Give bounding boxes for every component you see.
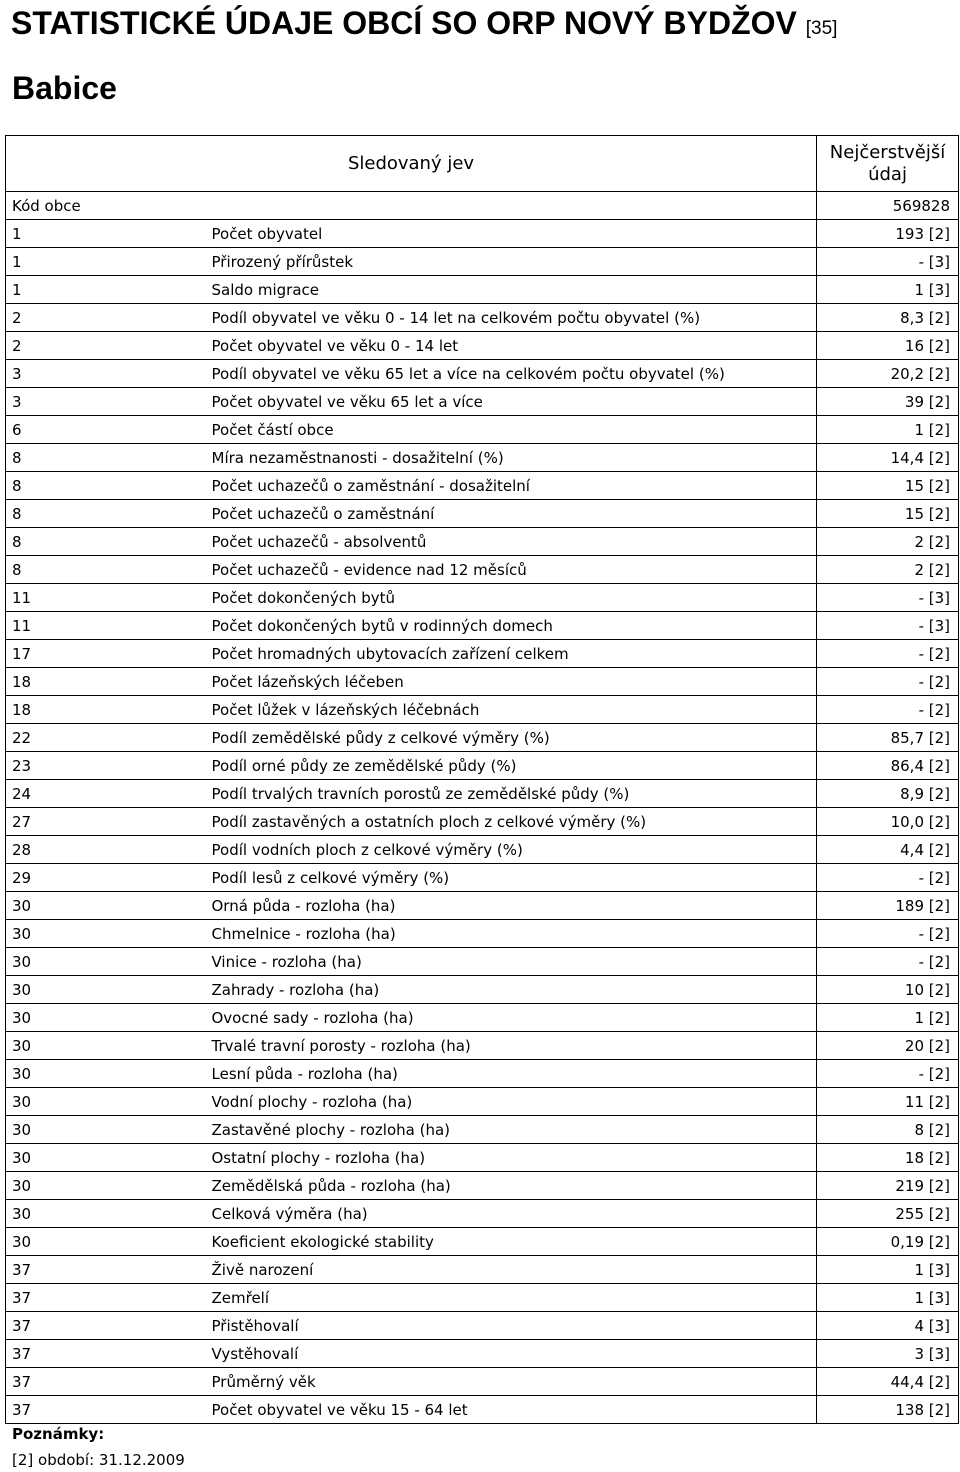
page-title-reference: [35] [805,18,838,39]
row-value: 4 [3] [817,1312,959,1340]
row-code: 6 [6,416,208,444]
table-row [6,1088,959,1116]
row-value: 193 [2] [817,220,959,248]
row-code: 18 [6,668,208,696]
table-row [6,472,959,500]
row-code: 30 [6,1200,208,1228]
row-code: 8 [6,500,208,528]
row-code: 8 [6,472,208,500]
page-title-text: STATISTICKÉ ÚDAJE OBCÍ SO ORP NOVÝ BYDŽOV [11,5,797,41]
table-row [6,640,959,668]
notes-lines [12,1448,185,1472]
row-code: 29 [6,864,208,892]
table-row [6,668,959,696]
row-code: 3 [6,388,208,416]
row-indicator: Vystěhovalí [208,1340,817,1368]
row-value: 18 [2] [817,1144,959,1172]
row-indicator: Zastavěné plochy - rozloha (ha) [208,1116,817,1144]
row-value: 20 [2] [817,1032,959,1060]
row-indicator: Počet obyvatel ve věku 15 - 64 let [208,1396,817,1424]
row-indicator: Počet lázeňských léčeben [208,668,817,696]
row-value: 85,7 [2] [817,724,959,752]
row-value: 10,0 [2] [817,808,959,836]
page-title [11,4,837,48]
row-indicator: Podíl zastavěných a ostatních ploch z celkové výměry (%) [208,808,817,836]
table-row [6,248,959,276]
table-row [6,1200,959,1228]
row-indicator: Počet uchazečů - evidence nad 12 měsíců [208,556,817,584]
row-value: 189 [2] [817,892,959,920]
row-code: 27 [6,808,208,836]
table-row [6,1116,959,1144]
indicator-column-header: Sledovaný jev [6,136,817,192]
table-row [6,444,959,472]
row-indicator: Přistěhovalí [208,1312,817,1340]
row-value: - [2] [817,1060,959,1088]
row-value: 1 [3] [817,1256,959,1284]
row-code: 37 [6,1340,208,1368]
table-row [6,1340,959,1368]
row-indicator: Počet uchazečů o zaměstnání [208,500,817,528]
row-indicator: Podíl zemědělské půdy z celkové výměry (%) [208,724,817,752]
row-value: 11 [2] [817,1088,959,1116]
table-row [6,1396,959,1424]
row-indicator: Ostatní plochy - rozloha (ha) [208,1144,817,1172]
row-indicator: Přirozený přírůstek [208,248,817,276]
table-row [6,1312,959,1340]
row-indicator: Lesní půda - rozloha (ha) [208,1060,817,1088]
table-row [6,220,959,248]
row-indicator: Počet uchazečů - absolventů [208,528,817,556]
table-row [6,1284,959,1312]
row-code: 30 [6,1004,208,1032]
row-indicator: Koeficient ekologické stability [208,1228,817,1256]
row-code: 30 [6,1144,208,1172]
latest-value-column-header: Nejčerstvější údaj [817,136,959,192]
row-code: 3 [6,360,208,388]
row-code: 1 [6,220,208,248]
table-row [6,1060,959,1088]
row-code: 11 [6,584,208,612]
row-indicator: Počet obyvatel [208,220,817,248]
row-indicator: Celková výměra (ha) [208,1200,817,1228]
table-row [6,724,959,752]
row-indicator: Podíl vodních ploch z celkové výměry (%) [208,836,817,864]
note-line: [2] období: 31.12.2009 [12,1451,185,1469]
row-indicator: Počet obyvatel ve věku 0 - 14 let [208,332,817,360]
table-row [6,304,959,332]
table-row [6,696,959,724]
table-row [6,556,959,584]
row-value: 138 [2] [817,1396,959,1424]
row-value: 1 [2] [817,416,959,444]
table-row [6,780,959,808]
row-indicator: Saldo migrace [208,276,817,304]
row-code: 8 [6,444,208,472]
table-row [6,1032,959,1060]
row-indicator: Podíl trvalých travních porostů ze zemědělské půdy (%) [208,780,817,808]
row-value: 15 [2] [817,500,959,528]
table-row [6,276,959,304]
row-code: 30 [6,1116,208,1144]
municipality-code-value: 569828 [817,192,959,220]
table-row [6,500,959,528]
notes-section [12,1421,185,1472]
row-value: 39 [2] [817,388,959,416]
table-row [6,808,959,836]
row-code: 8 [6,556,208,584]
row-indicator: Počet částí obce [208,416,817,444]
row-value: 44,4 [2] [817,1368,959,1396]
row-value: 3 [3] [817,1340,959,1368]
row-indicator: Zemřelí [208,1284,817,1312]
row-value: 1 [3] [817,276,959,304]
row-indicator: Podíl obyvatel ve věku 65 let a více na celkovém počtu obyvatel (%) [208,360,817,388]
row-code: 1 [6,248,208,276]
municipality-code-row [6,192,959,220]
table-row [6,1228,959,1256]
table-row [6,976,959,1004]
row-value: - [2] [817,640,959,668]
row-code: 2 [6,304,208,332]
row-value: 8,3 [2] [817,304,959,332]
row-value: 20,2 [2] [817,360,959,388]
row-code: 37 [6,1284,208,1312]
row-value: - [3] [817,612,959,640]
row-code: 17 [6,640,208,668]
table-header [6,136,959,192]
row-code: 30 [6,1060,208,1088]
row-indicator: Průměrný věk [208,1368,817,1396]
table-row [6,892,959,920]
table-row [6,584,959,612]
row-indicator: Počet uchazečů o zaměstnání - dosažitelní [208,472,817,500]
row-indicator: Počet hromadných ubytovacích zařízení celkem [208,640,817,668]
row-value: 16 [2] [817,332,959,360]
row-code: 30 [6,976,208,1004]
row-code: 11 [6,612,208,640]
table-body [6,192,959,1424]
row-indicator: Počet dokončených bytů [208,584,817,612]
row-code: 30 [6,1088,208,1116]
row-indicator: Vodní plochy - rozloha (ha) [208,1088,817,1116]
row-value: - [3] [817,248,959,276]
row-code: 30 [6,1228,208,1256]
table-row [6,1144,959,1172]
row-code: 18 [6,696,208,724]
row-value: 8,9 [2] [817,780,959,808]
table-row [6,612,959,640]
table-row [6,1368,959,1396]
row-code: 30 [6,1032,208,1060]
row-value: 86,4 [2] [817,752,959,780]
row-code: 30 [6,920,208,948]
row-value: - [2] [817,668,959,696]
row-code: 30 [6,1172,208,1200]
row-value: 1 [2] [817,1004,959,1032]
table-row [6,864,959,892]
row-code: 37 [6,1396,208,1424]
row-value: 15 [2] [817,472,959,500]
row-value: 255 [2] [817,1200,959,1228]
row-value: 219 [2] [817,1172,959,1200]
table-row [6,388,959,416]
row-value: 2 [2] [817,528,959,556]
row-indicator: Trvalé travní porosty - rozloha (ha) [208,1032,817,1060]
table-row [6,332,959,360]
row-code: 37 [6,1256,208,1284]
table-row [6,1256,959,1284]
row-value: 1 [3] [817,1284,959,1312]
row-value: 8 [2] [817,1116,959,1144]
table-row [6,416,959,444]
statistics-table [5,135,959,1424]
row-code: 30 [6,948,208,976]
row-indicator: Míra nezaměstnanosti - dosažitelní (%) [208,444,817,472]
table-row [6,1172,959,1200]
row-code: 28 [6,836,208,864]
row-indicator: Podíl obyvatel ve věku 0 - 14 let na celkovém počtu obyvatel (%) [208,304,817,332]
row-value: 2 [2] [817,556,959,584]
row-indicator: Podíl lesů z celkové výměry (%) [208,864,817,892]
table-row [6,528,959,556]
row-indicator: Živě narození [208,1256,817,1284]
row-indicator: Počet dokončených bytů v rodinných domech [208,612,817,640]
row-indicator: Chmelnice - rozloha (ha) [208,920,817,948]
row-code: 30 [6,892,208,920]
row-indicator: Počet obyvatel ve věku 65 let a více [208,388,817,416]
row-value: - [2] [817,920,959,948]
row-value: 14,4 [2] [817,444,959,472]
row-code: 8 [6,528,208,556]
row-value: - [2] [817,696,959,724]
table-header-row [6,136,959,192]
row-value: 0,19 [2] [817,1228,959,1256]
row-value: 10 [2] [817,976,959,1004]
row-value: - [2] [817,948,959,976]
row-value: - [2] [817,864,959,892]
row-indicator: Podíl orné půdy ze zemědělské půdy (%) [208,752,817,780]
table-row [6,920,959,948]
row-indicator: Zemědělská půda - rozloha (ha) [208,1172,817,1200]
row-code: 22 [6,724,208,752]
row-indicator: Vinice - rozloha (ha) [208,948,817,976]
table-row [6,948,959,976]
municipality-name: Babice [12,70,117,106]
row-code: 1 [6,276,208,304]
row-code: 37 [6,1368,208,1396]
row-indicator: Zahrady - rozloha (ha) [208,976,817,1004]
municipality-code-label: Kód obce [6,192,817,220]
row-code: 2 [6,332,208,360]
row-code: 24 [6,780,208,808]
row-value: - [3] [817,584,959,612]
row-code: 23 [6,752,208,780]
row-indicator: Počet lůžek v lázeňských léčebnách [208,696,817,724]
table-row [6,752,959,780]
row-indicator: Orná půda - rozloha (ha) [208,892,817,920]
table-row [6,1004,959,1032]
table-row [6,836,959,864]
row-indicator: Ovocné sady - rozloha (ha) [208,1004,817,1032]
row-code: 37 [6,1312,208,1340]
notes-heading: Poznámky: [12,1425,105,1443]
table-row [6,360,959,388]
row-value: 4,4 [2] [817,836,959,864]
